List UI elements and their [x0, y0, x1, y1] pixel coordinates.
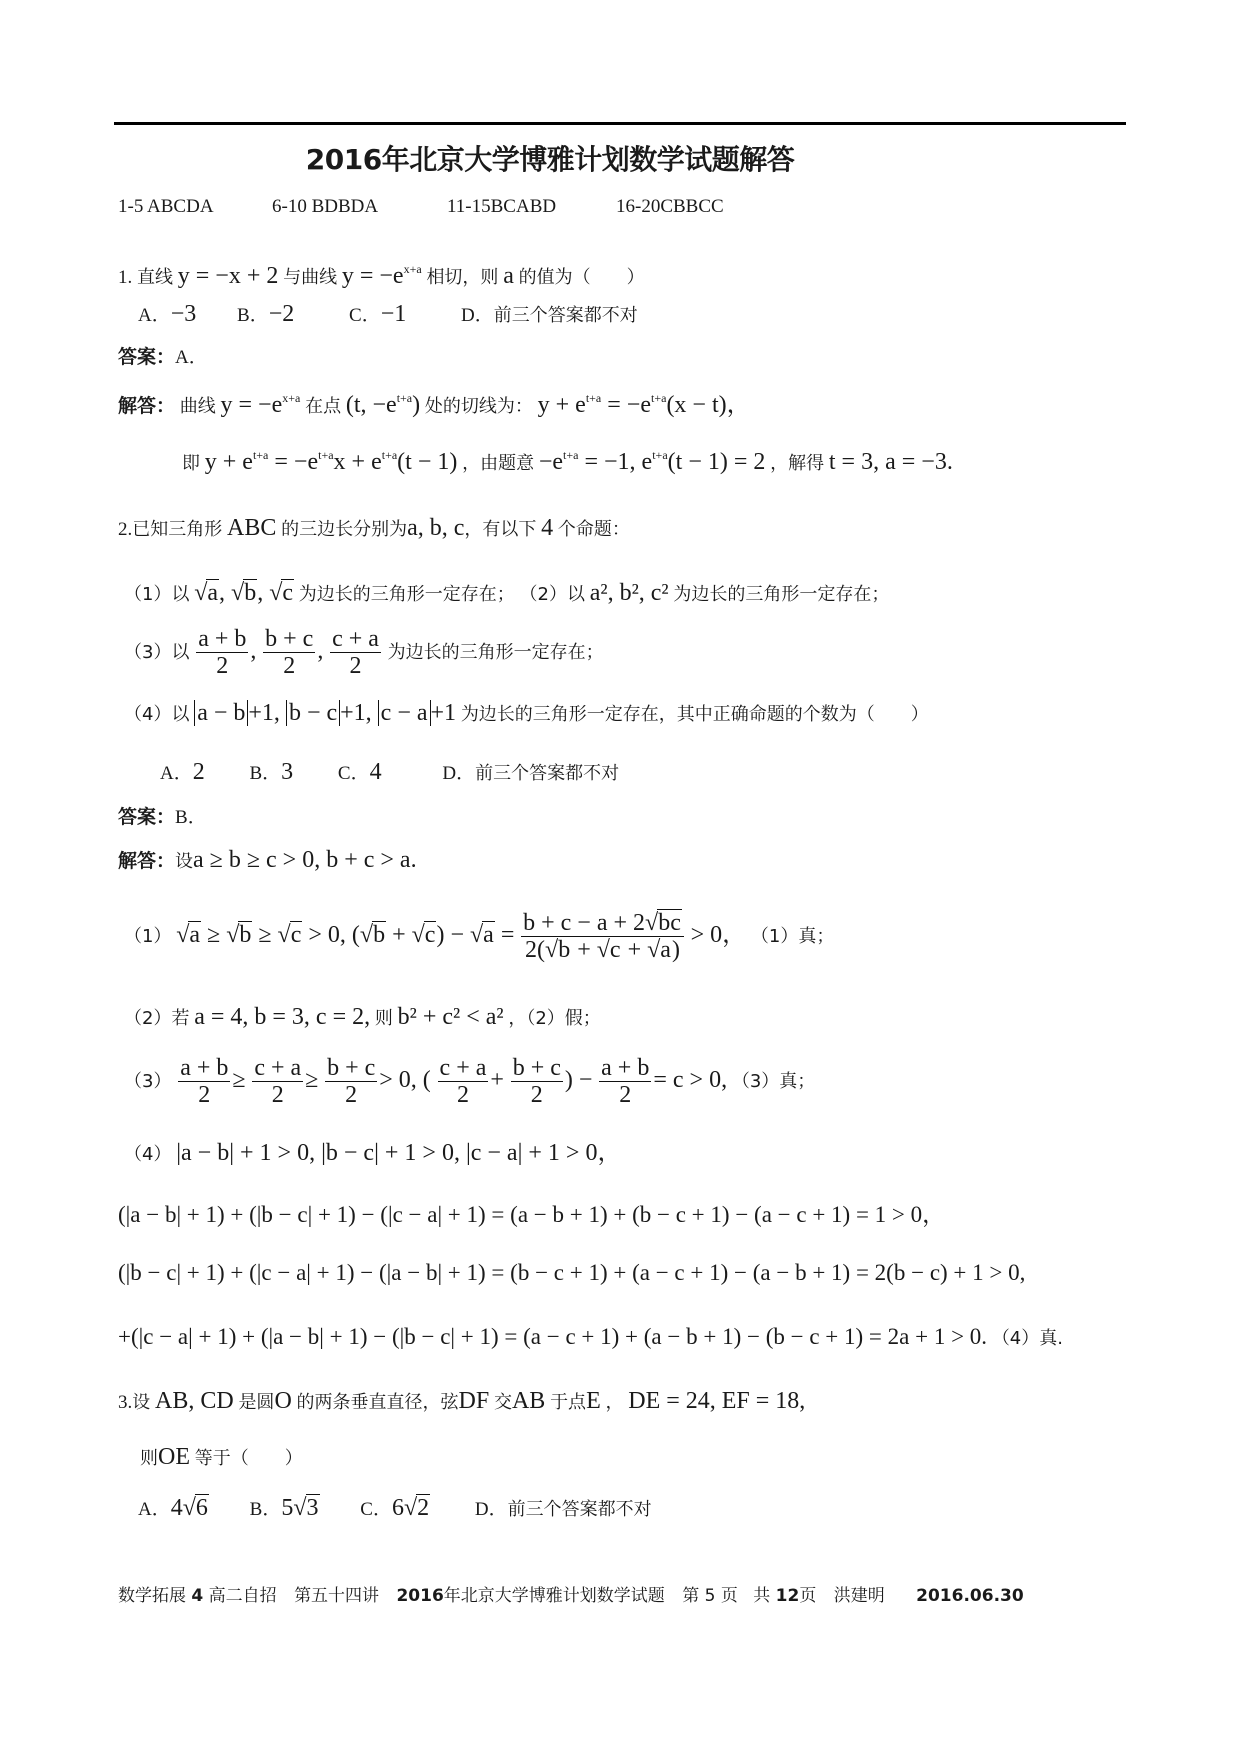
footer-page: 第 5 页: [682, 1586, 738, 1606]
footer-grade: 高二自招: [208, 1586, 277, 1606]
q2-option-b: B．3: [249, 759, 294, 785]
q3-stem: 3.设 AB, CD 是圆O 的两条垂直直径，弦DF 交AB 于点E ， DE = 24, EF = 18,: [118, 1388, 806, 1414]
q1-option-a: A．−3: [138, 301, 197, 327]
q2-solution-2: （2）若 a = 4, b = 3, c = 2, 则 b² + c² < a² ，（2）假；: [124, 1004, 601, 1030]
q1-solution-line2: 即 $y + e^{t+a} = -e^{t+a}x + e^{t+a}(t - 1)$ ，由题意 $-e^{t+a} = -1$, $e^{t+a}(t - 1) = 2$ ，解得 t = 3, a = −3.: [182, 448, 953, 475]
q2-solution-3: （3） $\frac{a + b}{2}$ ≥ $\frac{c + a}{2}$ ≥ $\frac{b + c}{2}$ > 0, ( $\frac{c + a}{2}$ + $\frac{b + c}{2}$ ) − $\frac{a + b}{2}$ = c > 0, （3）真；: [124, 1055, 816, 1109]
q1-option-c: C．−1: [349, 301, 407, 327]
q2-option-c: C．4: [337, 759, 382, 785]
q2-answer: 答案：B．: [118, 806, 207, 828]
q2-solution-4: （4） |a − b| + 1 > 0, |b − c| + 1 > 0, |c − a| + 1 > 0，: [124, 1140, 622, 1166]
q2-option-d: D．前三个答案都不对: [442, 763, 620, 784]
footer-doc-title: 2016年北京大学博雅计划数学试题: [396, 1586, 665, 1606]
q3-stem-line2: 则OE 等于（ ）: [140, 1444, 303, 1470]
footer-author: 洪建明: [833, 1586, 885, 1606]
q3-option-d: D．前三个答案都不对: [474, 1499, 652, 1520]
q2-solution-4-line2: (|b − c| + 1) + (|c − a| + 1) − (|a − b| + 1) = (b − c + 1) + (a − c + 1) − (a − b + 1) = 2(b − c) + 1 > 0,: [118, 1260, 1026, 1285]
q3-option-a: A．4√6: [138, 1495, 208, 1521]
q1-option-d: D．前三个答案都不对: [461, 305, 638, 326]
q3-options: [138, 1494, 652, 1522]
q2-option-a: A．2: [160, 759, 205, 785]
answer-key-1-5: 1-5 ABCDA: [118, 196, 214, 217]
footer-date: 2016.06.30: [916, 1586, 1024, 1606]
footer-total: 共 12页: [753, 1586, 817, 1606]
page-footer: [118, 1581, 1024, 1606]
footer-lecture: 第五十四讲: [294, 1586, 380, 1606]
answer-key-11-15: 11-15BCABD: [447, 196, 557, 217]
q2-proposition-4: （4）以 a − b +1, b − c +1, c − a +1 为边长的三角形一定存在，其中正确命题的个数为（ ）: [124, 700, 929, 726]
q2-options: [160, 758, 619, 786]
q1-option-b: B．−2: [237, 301, 295, 327]
answer-key-6-10: 6-10 BDBDA: [272, 196, 379, 217]
q2-stem: 2.已知三角形 ABC 的三边长分别为a, b, c，有以下 4 个命题：: [118, 515, 630, 541]
q2-proposition-1-2: （1）以 √a, √b, √c 为边长的三角形一定存在； （2）以 a², b², c² 为边长的三角形一定存在；: [124, 580, 890, 606]
q1-answer: 答案：A．: [118, 346, 208, 368]
q1-stem: 1. 直线 y = −x + 2 与曲线 $y = -e^{x+a}$ 相切，则 a 的值为（ ）: [118, 262, 645, 289]
q2-solution-4-line3: +(|c − a| + 1) + (|a − b| + 1) − (|b − c| + 1) = (a − c + 1) + (a − b + 1) − (b − c + 1) = 2a + 1 > 0. （4）真.: [118, 1324, 1063, 1349]
q2-solution-intro: 解答：设a ≥ b ≥ c > 0, b + c > a.: [118, 847, 417, 873]
q3-option-c: C．6√2: [360, 1495, 430, 1521]
q2-proposition-3: （3）以 $\frac{a + b}{2}$ , $\frac{b + c}{2}$ , $\frac{c + a}{2}$ 为边长的三角形一定存在；: [124, 626, 604, 680]
q1-options: [138, 300, 638, 328]
q2-solution-1: （1） √a ≥ √b ≥ √c > 0, (√b + √c) − √a = $\frac{b + c - a + 2√bc}{2(√b + √c + √a)}$ > 0， （1）真；: [124, 910, 835, 964]
q2-solution-4-line1: (|a − b| + 1) + (|b − c| + 1) − (|c − a| + 1) = (a − b + 1) + (b − c + 1) − (a − c + 1) = 1 > 0，: [118, 1202, 946, 1227]
header-rule: [114, 122, 1126, 125]
q3-option-b: B．5√3: [249, 1495, 319, 1521]
answer-key-16-20: 16-20CBBCC: [616, 196, 724, 217]
footer-course: 数学拓展 4: [118, 1586, 204, 1606]
q1-solution-line1: 解答： 曲线 $y = -e^{x+a}$ 在点 (t, $-e^{t+a}$) 处的切线为： $y + e^{t+a} = -e^{t+a}(x - t)$，: [118, 391, 751, 418]
page-title: 2016年北京大学博雅计划数学试题解答: [305, 143, 795, 176]
